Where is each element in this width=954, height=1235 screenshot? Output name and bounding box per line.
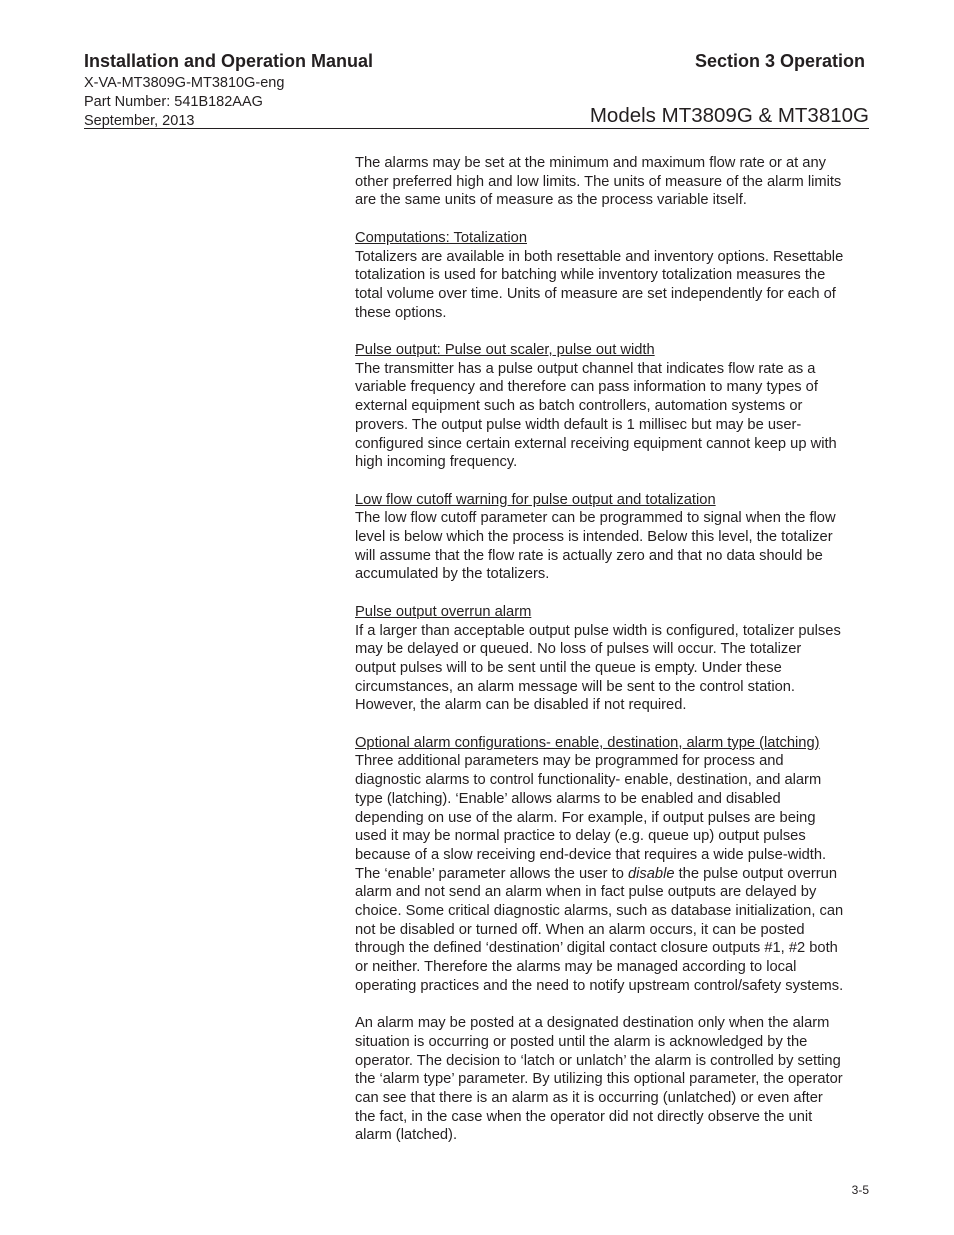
paragraph-line: or neither. Therefore the alarms may be managed according to local: [355, 959, 797, 976]
paragraph-line: diagnostic alarms to control functionality- enable, destination, and alarm: [355, 772, 822, 789]
manual-title: Installation and Operation Manual: [84, 51, 374, 71]
paragraph-line: situation is occurring or posted until the alarm is acknowledged by the: [355, 1033, 808, 1050]
paragraph-line: accumulated by the totalizers.: [355, 566, 550, 583]
paragraph-line: type (latching). ‘Enable’ allows alarms to be enabled and disabled: [355, 790, 781, 807]
paragraph-line: will assume that the flow rate is actually zero and that no data should be: [355, 547, 823, 564]
publication-date: September, 2013: [84, 113, 195, 129]
paragraph-line: high incoming frequency.: [355, 454, 518, 471]
paragraph-line: However, the alarm can be disabled if not required.: [355, 697, 687, 714]
paragraph-line: are the same units of measure as the process variable itself.: [355, 192, 747, 209]
paragraph-line: operator. The decision to ‘latch or unlatch’ the alarm is controlled by setting: [355, 1052, 841, 1069]
paragraph-line: the fact, in the case when the operator did not directly observe the unit: [355, 1108, 813, 1125]
intro-paragraph: [355, 154, 873, 210]
paragraph-line: external equipment such as batch controllers, automation systems or: [355, 398, 803, 415]
totalization-heading: Computations: Totalization: [355, 229, 527, 246]
page-body: [355, 154, 873, 1164]
totalization-section: [355, 229, 873, 323]
document-id: X-VA-MT3809G-MT3810G-eng: [84, 75, 285, 91]
paragraph-line: level is below which the process is intended. Below this level, the totalizer: [355, 529, 833, 546]
paragraph-line: Three additional parameters may be programmed for process and: [355, 753, 784, 770]
paragraph-line: An alarm may be posted at a designated destination only when the alarm: [355, 1015, 830, 1032]
paragraph-line: choice. Some critical diagnostic alarms, such as database initialization, can: [355, 903, 844, 920]
pulse-output-heading: Pulse output: Pulse out scaler, pulse out width: [355, 342, 655, 358]
paragraph-line: not be disabled or turned off. When an alarm occurs, it can be posted: [355, 921, 805, 938]
paragraph-line: If a larger than acceptable output pulse width is configured, totalizer pulses: [355, 622, 841, 639]
paragraph-line: The alarms may be set at the minimum and maximum flow rate or at any: [355, 155, 826, 171]
text-run: The ‘enable’ parameter allows the user to: [355, 865, 628, 882]
paragraph-line: Totalizers are available in both resettable and inventory options. Resettable: [355, 248, 844, 265]
paragraph-line: The low flow cutoff parameter can be programmed to signal when the flow: [355, 510, 836, 527]
header-rule: [84, 128, 869, 129]
paragraph-line: other preferred high and low limits. The units of measure of the alarm limits: [355, 173, 842, 190]
section-title: Section 3 Operation: [694, 51, 865, 71]
paragraph-line: provers. The output pulse width default is 1 millisec but may be user-: [355, 416, 802, 433]
paragraph-line: may be delayed or queued. No loss of pulses will occur. The totalizer: [355, 641, 802, 658]
models-title: Models MT3809G & MT3810G: [589, 104, 869, 127]
page-number: 3-5: [851, 1183, 869, 1197]
pulse-output-section: [355, 341, 873, 472]
paragraph-line: because of a slow receiving end-device that requires a wide pulse-width.: [355, 846, 827, 863]
part-number: Part Number: 541B182AAG: [84, 94, 263, 110]
paragraph-line: operating practices and the need to notify upstream control/safety systems.: [355, 977, 844, 994]
latching-paragraph: [355, 1014, 873, 1145]
paragraph-line: the ‘alarm type’ parameter. By utilizing this optional parameter, the operator: [355, 1071, 843, 1088]
paragraph-line: variable frequency and therefore can pass information to many types of: [355, 379, 818, 396]
overrun-section: [355, 603, 873, 715]
paragraph-line: totalization is used for batching while inventory totalization measures the: [355, 267, 826, 284]
emphasis-disable: disable: [627, 865, 675, 882]
paragraph-line: can see that there is an alarm as it is occurring (unlatched) or even after: [355, 1090, 823, 1107]
paragraph-line: through the defined ‘destination’ digital contact closure outputs #1, #2 both: [355, 940, 838, 957]
paragraph-line: output pulses will to be sent until the queue is empty. Under these: [355, 659, 782, 676]
paragraph-line: alarm and not send an alarm when in fact pulse outputs are delayed by: [355, 884, 817, 901]
paragraph-line: circumstances, an alarm message will be sent to the control station.: [355, 678, 796, 695]
paragraph-line: these options.: [355, 304, 447, 321]
low-flow-heading: Low flow cutoff warning for pulse output and totalization: [355, 491, 716, 508]
paragraph-line: depending on use of the alarm. For example, if output pulses are being: [355, 809, 816, 826]
optional-alarm-section: [355, 734, 873, 996]
paragraph-line: used it may be normal practice to delay (e.g. queue up) output pulses: [355, 828, 806, 845]
paragraph-line: alarm (latched).: [355, 1127, 458, 1144]
text-run: the pulse output overrun: [674, 865, 837, 882]
paragraph-line: total volume over time. Units of measure are set independently for each of: [355, 285, 836, 302]
paragraph-line: The transmitter has a pulse output channel that indicates flow rate as a: [355, 360, 816, 377]
paragraph-line: configured since certain external receiving equipment cannot keep up with: [355, 435, 837, 452]
optional-alarm-heading: Optional alarm configurations- enable, destination, alarm type (latching): [355, 734, 820, 751]
overrun-heading: Pulse output overrun alarm: [355, 603, 532, 620]
low-flow-section: [355, 491, 873, 585]
paragraph-line-disable: [355, 865, 873, 884]
